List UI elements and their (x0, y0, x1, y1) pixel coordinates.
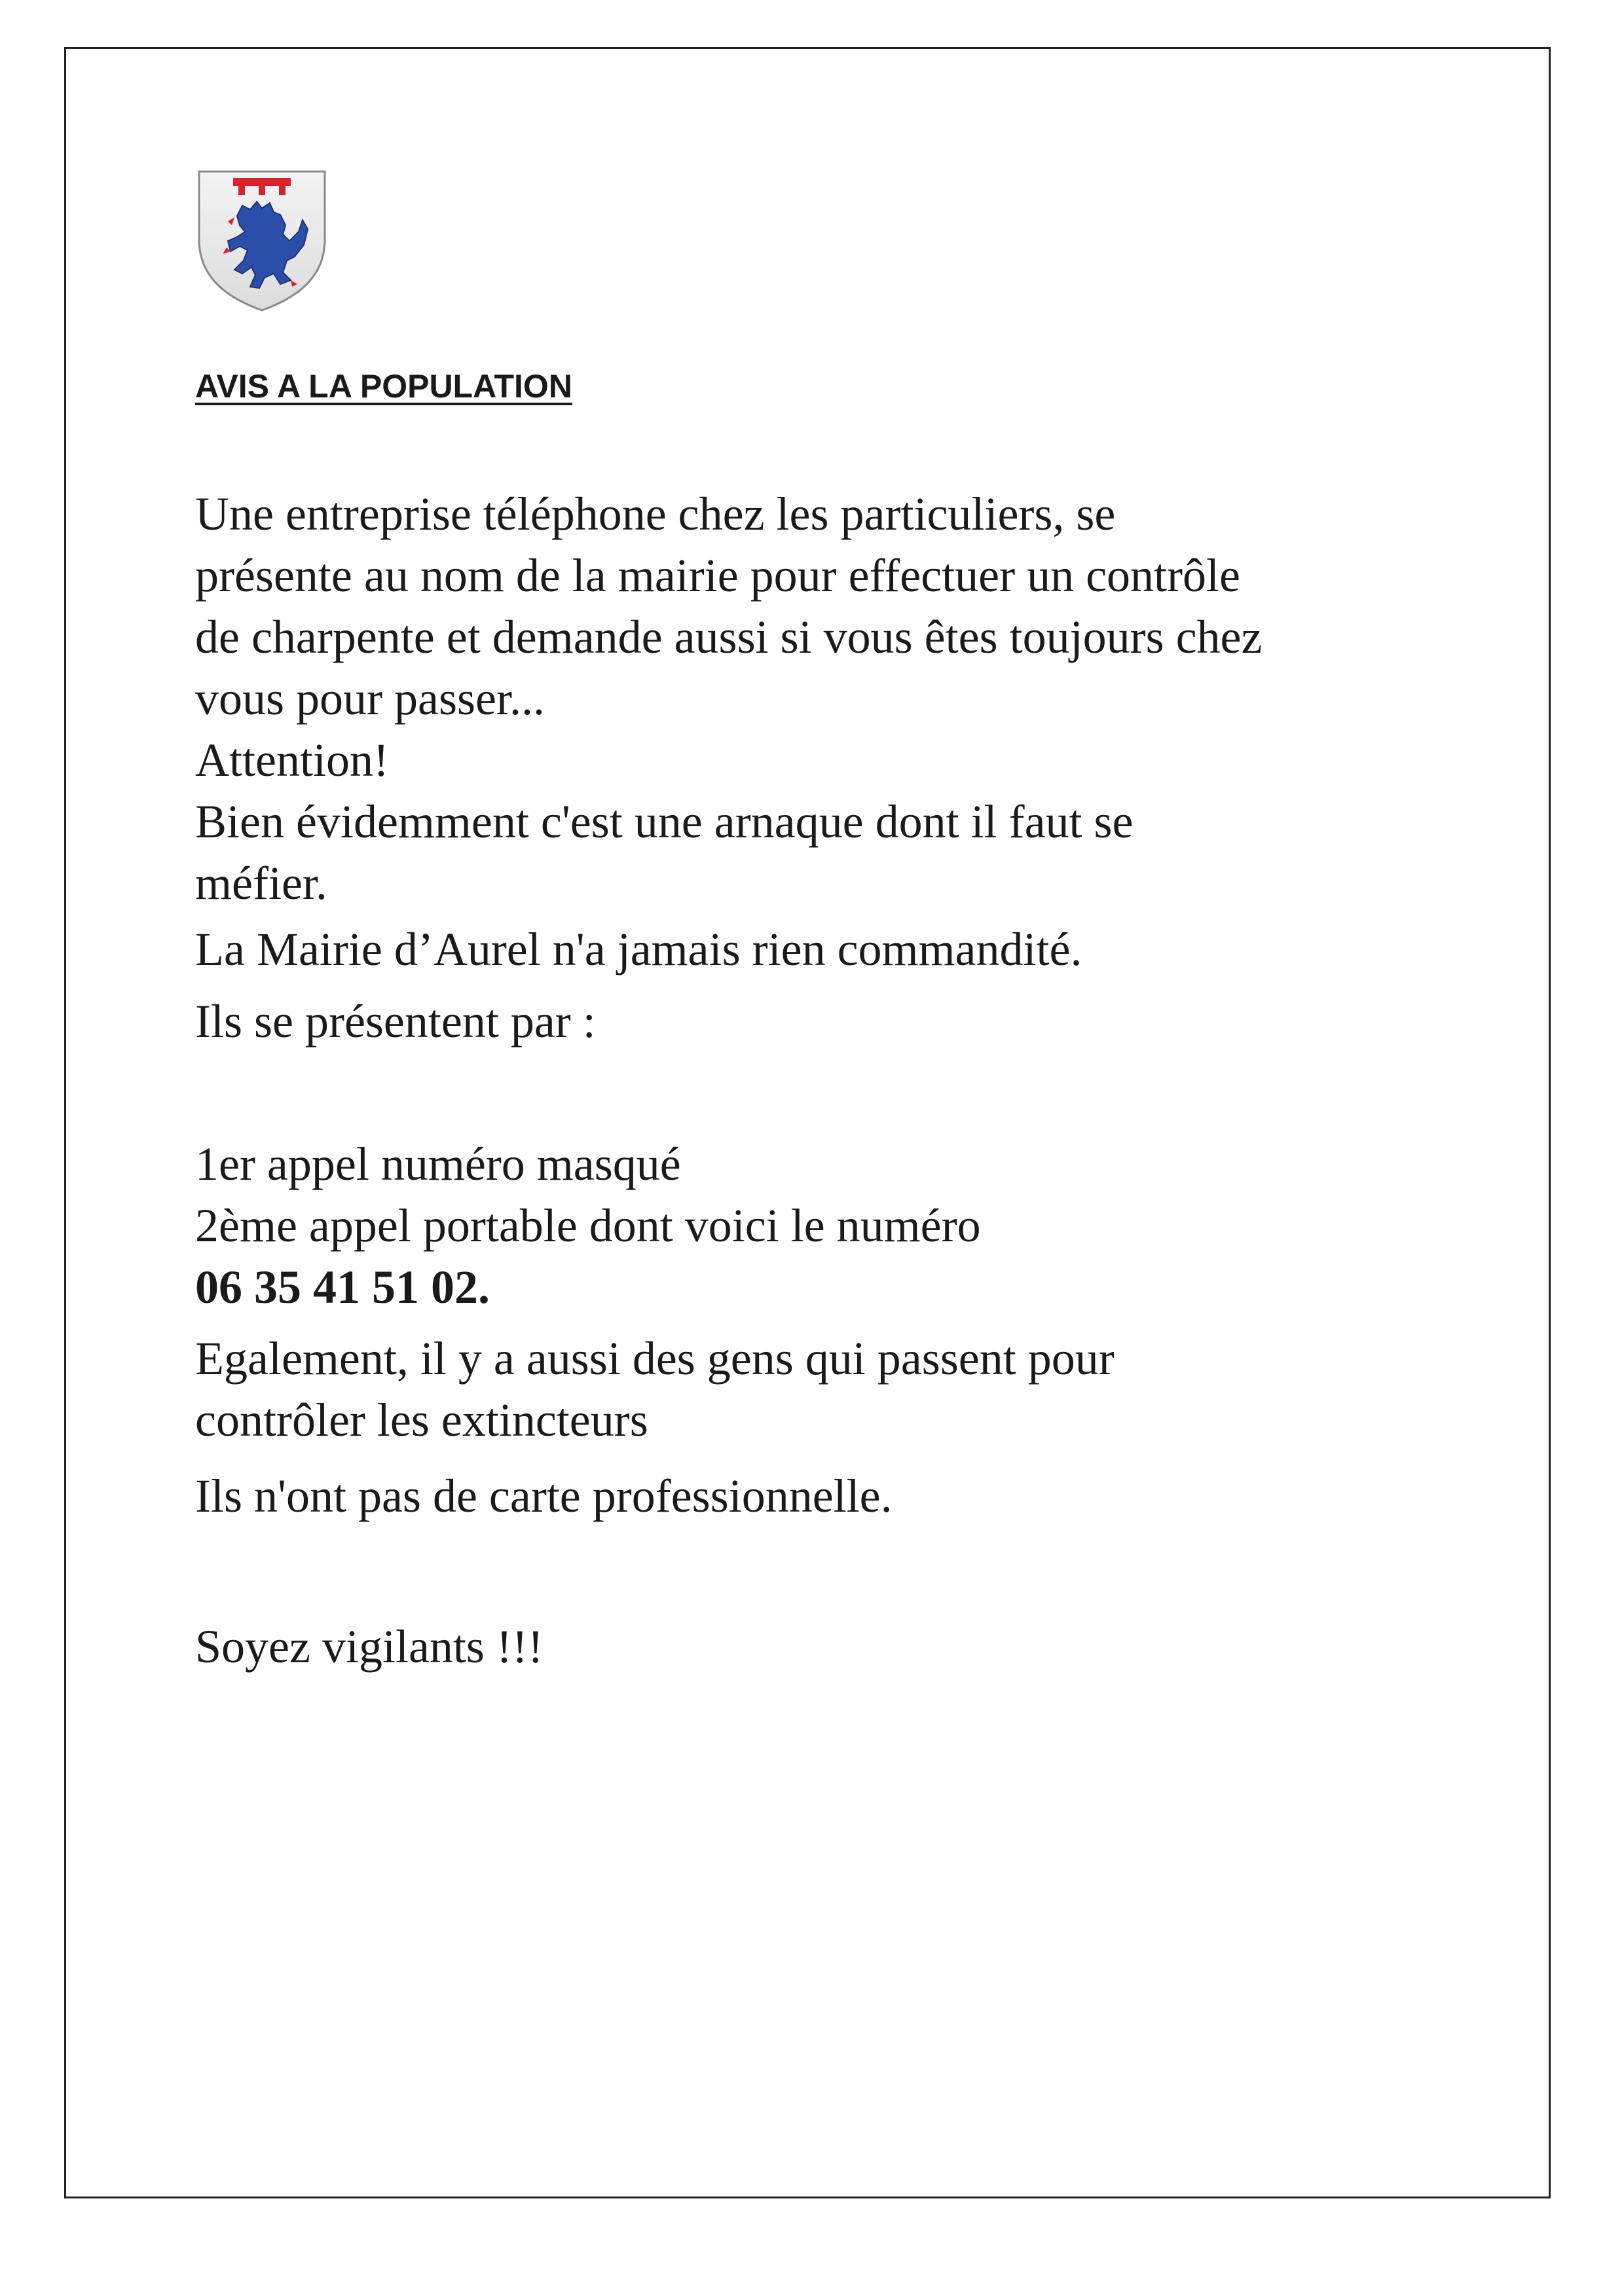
scam-warning-line: Bien évidemment c'est une arnaque dont il faut se (195, 795, 1134, 848)
notice-heading: AVIS A LA POPULATION (195, 368, 572, 405)
no-card-text: Ils n'ont pas de carte professionnelle. (195, 1470, 893, 1522)
call-line: 1er appel numéro masqué (195, 1138, 681, 1190)
paragraph-line: Une entreprise téléphone chez les particuliers, se (195, 488, 1116, 540)
call-line: 2ème appel portable dont voici le numéro (195, 1199, 981, 1252)
attention-text: Attention! (195, 734, 389, 786)
extinguishers-line: Egalement, il y a aussi des gens qui passent pour (195, 1332, 1115, 1385)
mairie-statement: La Mairie d’Aurel n'a jamais rien commandité. (195, 923, 1082, 975)
coat-of-arms-icon (196, 169, 327, 313)
extinguishers-line: contrôler les extincteurs (195, 1394, 648, 1446)
scam-warning-line: méfier. (195, 857, 327, 909)
phone-number: 06 35 41 51 02. (195, 1261, 490, 1313)
paragraph-line: présente au nom de la mairie pour effectuer un contrôle (195, 549, 1240, 602)
paragraph-line: de charpente et demande aussi si vous êtes toujours chez (195, 611, 1263, 663)
closing-text: Soyez vigilants !!! (195, 1620, 544, 1673)
presentation-intro: Ils se présentent par : (195, 995, 596, 1048)
paragraph-line: vous pour passer... (195, 672, 545, 725)
